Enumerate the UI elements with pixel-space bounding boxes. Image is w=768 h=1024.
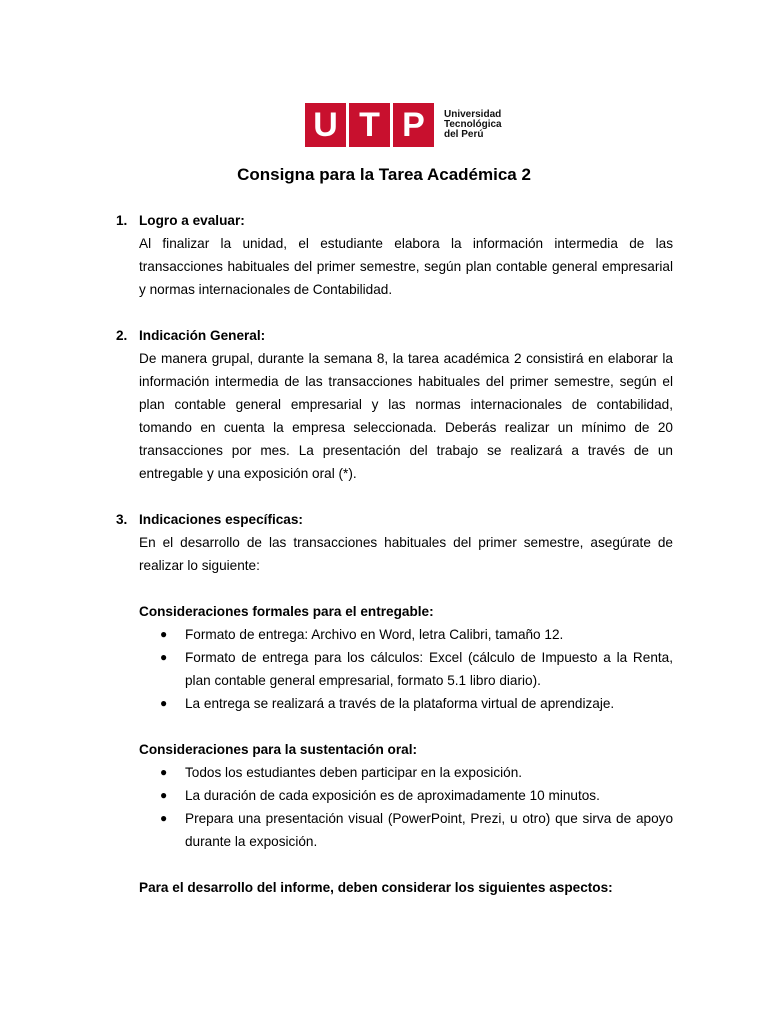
list-item — [139, 623, 673, 646]
section-body: De manera grupal, durante la semana 8, la tarea académica 2 consistirá en elaborar la información intermedia de las transacciones habituales del primer semestre, según el plan contable general empresarial y las normas internacionales de contabilidad, tomando en cuenta la empresa seleccionada. Deberás realizar un mínimo de 20 transacciones por mes. La presentación del trabajo se realizará a través de un entregable y una exposición oral (*). — [139, 351, 673, 481]
logo-letter-u: U — [305, 103, 346, 147]
bullet-icon: ● — [160, 650, 168, 664]
report-aspects-heading: Para el desarrollo del informe, deben considerar los siguientes aspectos: — [139, 880, 613, 895]
section-body: En el desarrollo de las transacciones habituales del primer semestre, asegúrate de realizar lo siguiente: — [139, 535, 673, 573]
logo-line-1: Universidad — [444, 109, 502, 120]
section-logro — [116, 209, 673, 301]
list-item-text: La entrega se realizará a través de la plataforma virtual de aprendizaje. — [185, 696, 615, 711]
list-item-text: Todos los estudiantes deben participar en la exposición. — [185, 765, 523, 780]
list-item — [139, 784, 673, 807]
list-item-text: La duración de cada exposición es de aproximadamente 10 minutos. — [185, 788, 600, 803]
logo-line-3: del Perú — [444, 129, 484, 140]
list-item-text: Formato de entrega para los cálculos: Excel (cálculo de Impuesto a la Renta, plan contable general empresarial, formato 5.1 libro diario). — [185, 650, 673, 688]
oral-considerations-heading: Consideraciones para la sustentación oral: — [139, 742, 418, 757]
section-heading: Indicaciones específicas: — [139, 512, 303, 527]
bullet-icon: ● — [160, 811, 168, 825]
utp-logo — [305, 103, 502, 147]
section-number: 2. — [116, 328, 128, 343]
section-number: 3. — [116, 512, 128, 527]
list-item — [139, 807, 673, 853]
section-body: Al finalizar la unidad, el estudiante elabora la información intermedia de las transacciones habituales del primer semestre, según plan contable general empresarial y normas internacionales de Contabilidad. — [139, 236, 673, 297]
bullet-icon: ● — [160, 696, 168, 710]
section-number: 1. — [116, 213, 128, 228]
logo-letter-t: T — [349, 103, 390, 147]
document-title: Consigna para la Tarea Académica 2 — [237, 165, 531, 184]
logo-letter-p: P — [393, 103, 434, 147]
oral-considerations-list — [139, 761, 673, 853]
list-item — [139, 761, 673, 784]
list-item — [139, 646, 673, 692]
logo-line-2: Tecnológica — [444, 119, 502, 130]
bullet-icon: ● — [160, 788, 168, 802]
section-indicacion-general — [116, 324, 673, 485]
bullet-icon: ● — [160, 765, 168, 779]
section-indicaciones-especificas — [116, 508, 673, 577]
logo-wordmark — [444, 110, 502, 140]
list-item-text: Prepara una presentación visual (PowerPoint, Prezi, u otro) que sirva de apoyo durante la exposición. — [185, 811, 673, 849]
section-heading: Indicación General: — [139, 328, 266, 343]
document-body — [116, 209, 673, 899]
formal-considerations-list — [139, 623, 673, 715]
section-heading: Logro a evaluar: — [139, 213, 245, 228]
list-item — [139, 692, 673, 715]
bullet-icon: ● — [160, 627, 168, 641]
formal-considerations-heading: Consideraciones formales para el entregable: — [139, 604, 434, 619]
list-item-text: Formato de entrega: Archivo en Word, letra Calibri, tamaño 12. — [185, 627, 564, 642]
